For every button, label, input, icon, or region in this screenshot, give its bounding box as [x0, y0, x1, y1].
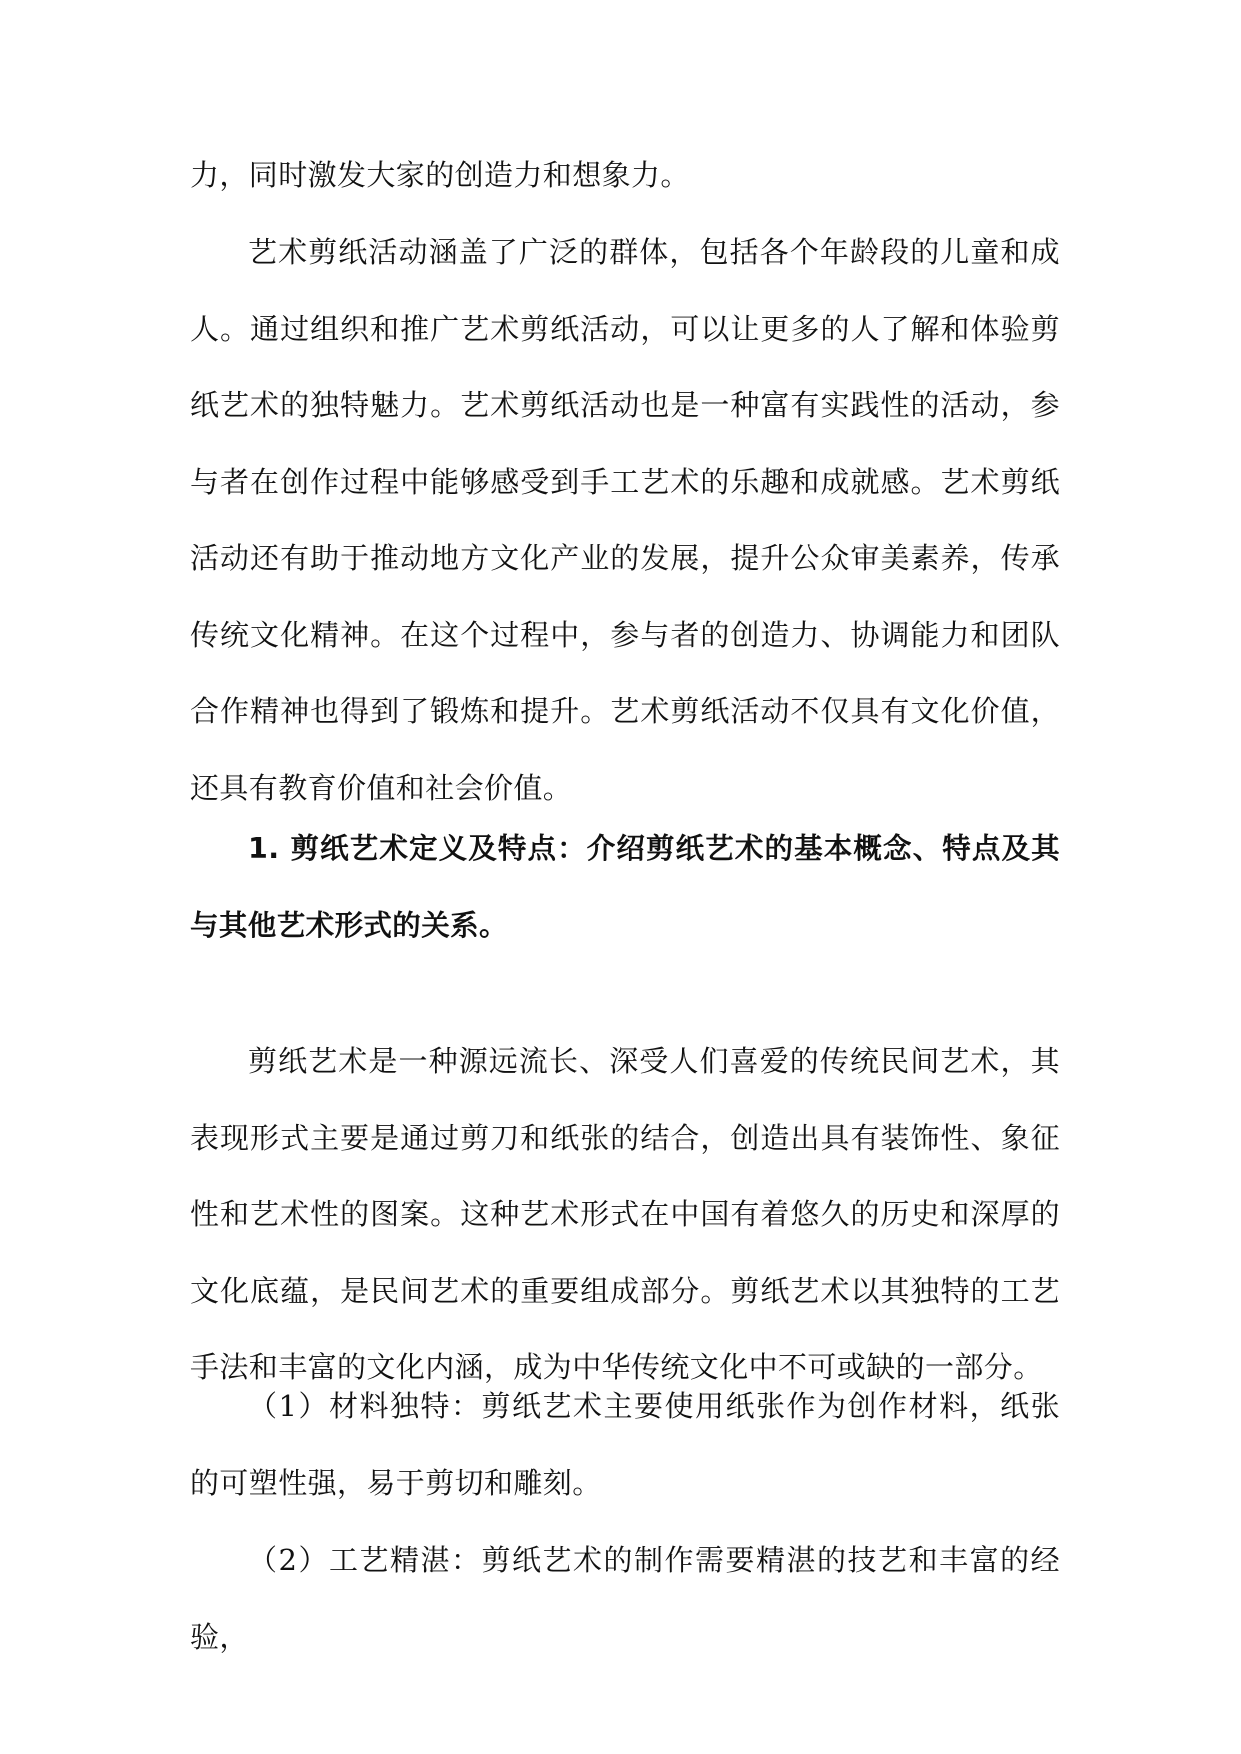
paragraph-activity-scope: 艺术剪纸活动涵盖了广泛的群体，包括各个年龄段的儿童和成人。通过组织和推广艺术剪纸活动，可以让更多的人了解和体验剪纸艺术的独特魅力。艺术剪纸活动也是一种富有实践性的活动，参与者在创作过程中能够感受到手工艺术的乐趣和成就感。艺术剪纸活动还有助于推动地方文化产业的发展，提升公众审美素养，传承传统文化精神。在这个过程中，参与者的创造力、协调能力和团队合作精神也得到了锻炼和提升。艺术剪纸活动不仅具有文化价值，还具有教育价值和社会价值。 — [190, 235, 1060, 805]
section-heading: 1. 剪纸艺术定义及特点：介绍剪纸艺术的基本概念、特点及其与其他艺术形式的关系。 — [190, 832, 1060, 942]
paragraph-feature-2: （2）工艺精湛：剪纸艺术的制作需要精湛的技艺和丰富的经验， — [190, 1543, 1060, 1654]
paragraph-intro-tail: 力，同时激发大家的创造力和想象力。 — [190, 158, 690, 192]
paragraph-feature-1: （1）材料独特：剪纸艺术主要使用纸张作为创作材料，纸张的可塑性强，易于剪切和雕刻。 — [190, 1389, 1060, 1500]
paragraph-definition: 剪纸艺术是一种源远流长、深受人们喜爱的传统民间艺术，其表现形式主要是通过剪刀和纸张的结合，创造出具有装饰性、象征性和艺术性的图案。这种艺术形式在中国有着悠久的历史和深厚的文化底蕴，是民间艺术的重要组成部分。剪纸艺术以其独特的工艺手法和丰富的文化内涵，成为中华传统文化中不可或缺的一部分。 — [190, 1044, 1060, 1384]
